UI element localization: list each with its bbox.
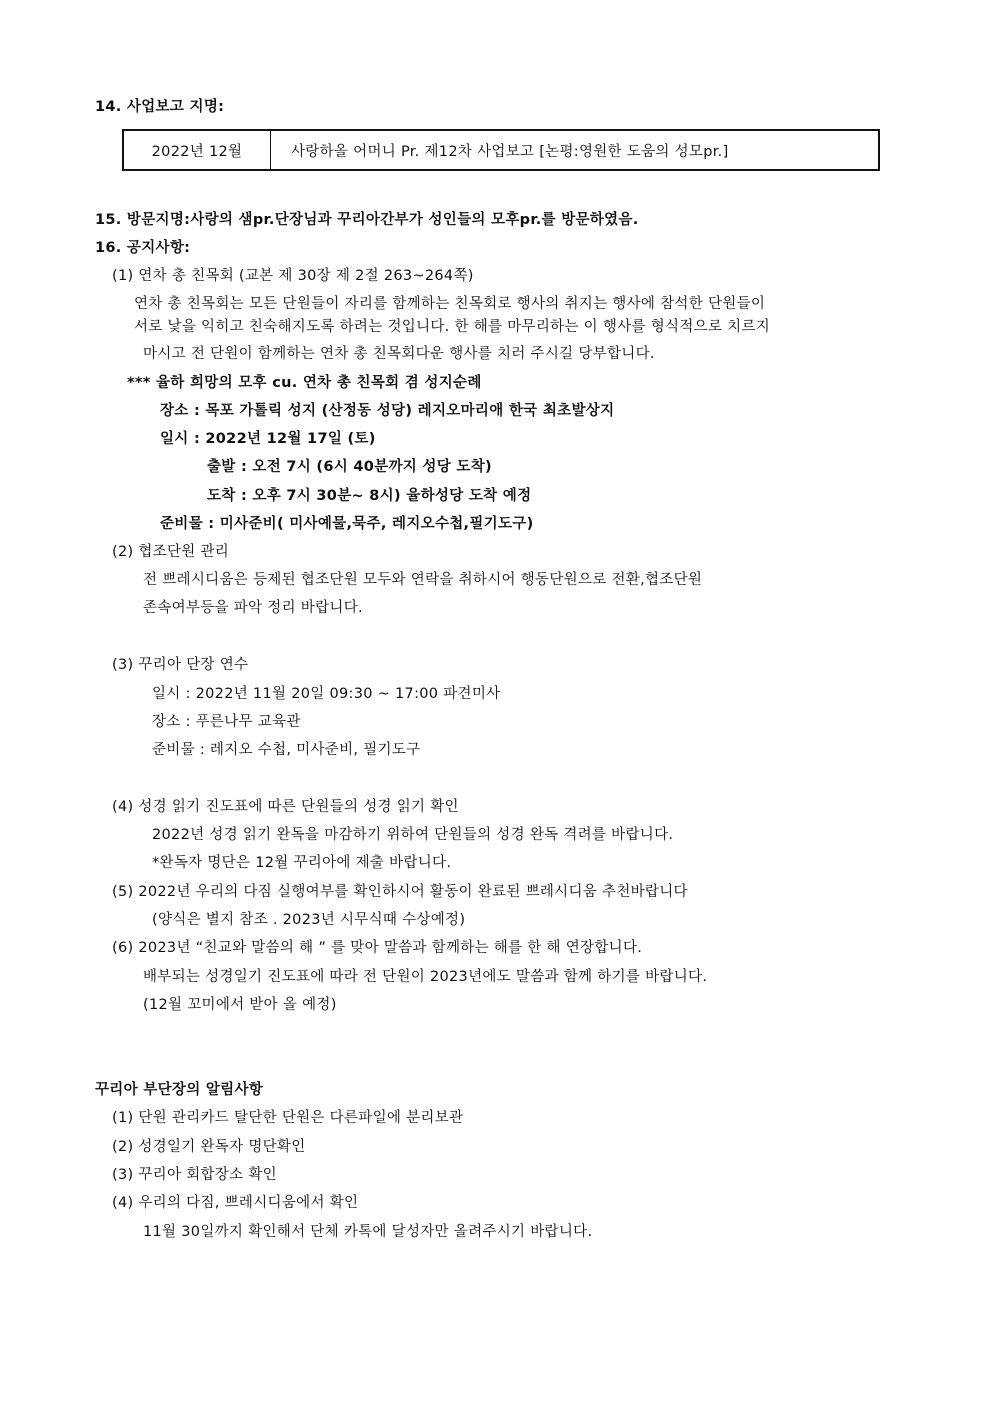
- event-date: 일시 : 2022년 12월 17일 (토): [160, 431, 376, 447]
- notice-3-title: (3) 꾸리아 단장 연수: [112, 657, 249, 673]
- report-text: 사랑하올 어머니 Pr. 제12차 사업보고 [논평:영원한 도움의 성모pr.]: [291, 143, 729, 160]
- notice-5-title: (5) 2022년 우리의 다짐 실행여부를 확인하시어 활동이 완료된 쁘레시디움 추천바랍니다: [112, 884, 688, 900]
- event-place: 장소 : 목포 가톨릭 성지 (산정동 성당) 레지오마리애 한국 최초발상지: [160, 403, 615, 419]
- section-14-heading: 14. 사업보고 지명:: [95, 99, 225, 115]
- report-date: 2022년 12월: [151, 143, 243, 160]
- notice-1-title: (1) 연차 총 친목회 (교본 제 30장 제 2절 263~264쪽): [112, 268, 474, 284]
- event-arrive: 도착 : 오후 7시 30분~ 8시) 율하성당 도착 예정: [207, 488, 532, 504]
- notice-1-para-3: 마시고 전 단원이 함께하는 연차 총 친목회다운 행사를 치러 주시길 당부합니다.: [143, 346, 655, 362]
- event-title: *** 율하 희망의 모후 cu. 연차 총 친목회 겸 성지순례: [127, 375, 482, 391]
- vice-item-3: (3) 꾸리아 회합장소 확인: [112, 1167, 277, 1183]
- report-date-cell: [124, 131, 271, 169]
- notice-2-para-2: 존속여부등을 파악 정리 바랍니다.: [143, 600, 363, 616]
- notice-6-para-1: 배부되는 성경일기 진도표에 따라 전 단원이 2023년에도 말씀과 함께 하기를 바랍니다.: [143, 969, 708, 985]
- report-text-cell: [271, 131, 878, 169]
- notice-4-para-2: *완독자 명단은 12월 꾸리아에 제출 바랍니다.: [152, 855, 452, 871]
- notice-5-para-1: (양식은 별지 참조 . 2023년 시무식때 수상예정): [152, 912, 466, 928]
- vice-item-4: (4) 우리의 다짐, 쁘레시디움에서 확인: [112, 1195, 359, 1211]
- vice-item-4-para: 11월 30일까지 확인해서 단체 카톡에 달성자만 올려주시기 바랍니다.: [143, 1224, 593, 1240]
- report-table: [122, 129, 880, 171]
- vice-item-1: (1) 단원 관리카드 탈단한 단원은 다른파일에 분리보관: [112, 1110, 464, 1126]
- vice-item-2: (2) 성경일기 완독자 명단확인: [112, 1139, 306, 1155]
- section-16-heading: 16. 공지사항:: [95, 240, 191, 256]
- notice-2-para-1: 전 쁘레시디움은 등제된 협조단원 모두와 연락을 취하시어 행동단원으로 전환,협조단원: [143, 572, 703, 588]
- vice-heading: 꾸리아 부단장의 알림사항: [95, 1082, 264, 1098]
- section-15-visit: 15. 방문지명:사랑의 샘pr.단장님과 꾸리아간부가 성인들의 모후pr.를 방문하였음.: [95, 212, 639, 228]
- notice-4-para-1: 2022년 성경 읽기 완독을 마감하기 위하여 단원들의 성경 완독 격려를 바랍니다.: [152, 827, 674, 843]
- event-depart: 출발 : 오전 7시 (6시 40분까지 성당 도착): [207, 459, 492, 475]
- notice-1-para-2: 서로 낯을 익히고 친숙해지도록 하려는 것입니다. 한 해를 마무리하는 이 행사를 형식적으로 치르지: [134, 319, 771, 335]
- notice-2-title: (2) 협조단원 관리: [112, 544, 230, 560]
- notice-3-place: 장소 : 푸른나무 교육관: [152, 714, 301, 730]
- notice-1-para-1: 연차 총 친목회는 모든 단원들이 자리를 함께하는 친목회로 행사의 취지는 행사에 참석한 단원들이: [134, 296, 766, 312]
- notice-6-title: (6) 2023년 “친교와 말씀의 해 ” 를 맞아 말씀과 함께하는 해를 한 해 연장합니다.: [112, 940, 643, 956]
- notice-3-date: 일시 : 2022년 11월 20일 09:30 ~ 17:00 파견미사: [152, 686, 501, 702]
- notice-4-title: (4) 성경 읽기 진도표에 따른 단원들의 성경 읽기 확인: [112, 799, 459, 815]
- notice-3-prep: 준비물 : 레지오 수첩, 미사준비, 필기도구: [152, 742, 421, 758]
- notice-6-para-2: (12월 꼬미에서 받아 올 예정): [143, 997, 337, 1013]
- event-prep: 준비물 : 미사준비( 미사예물,묵주, 레지오수첩,필기도구): [160, 516, 534, 532]
